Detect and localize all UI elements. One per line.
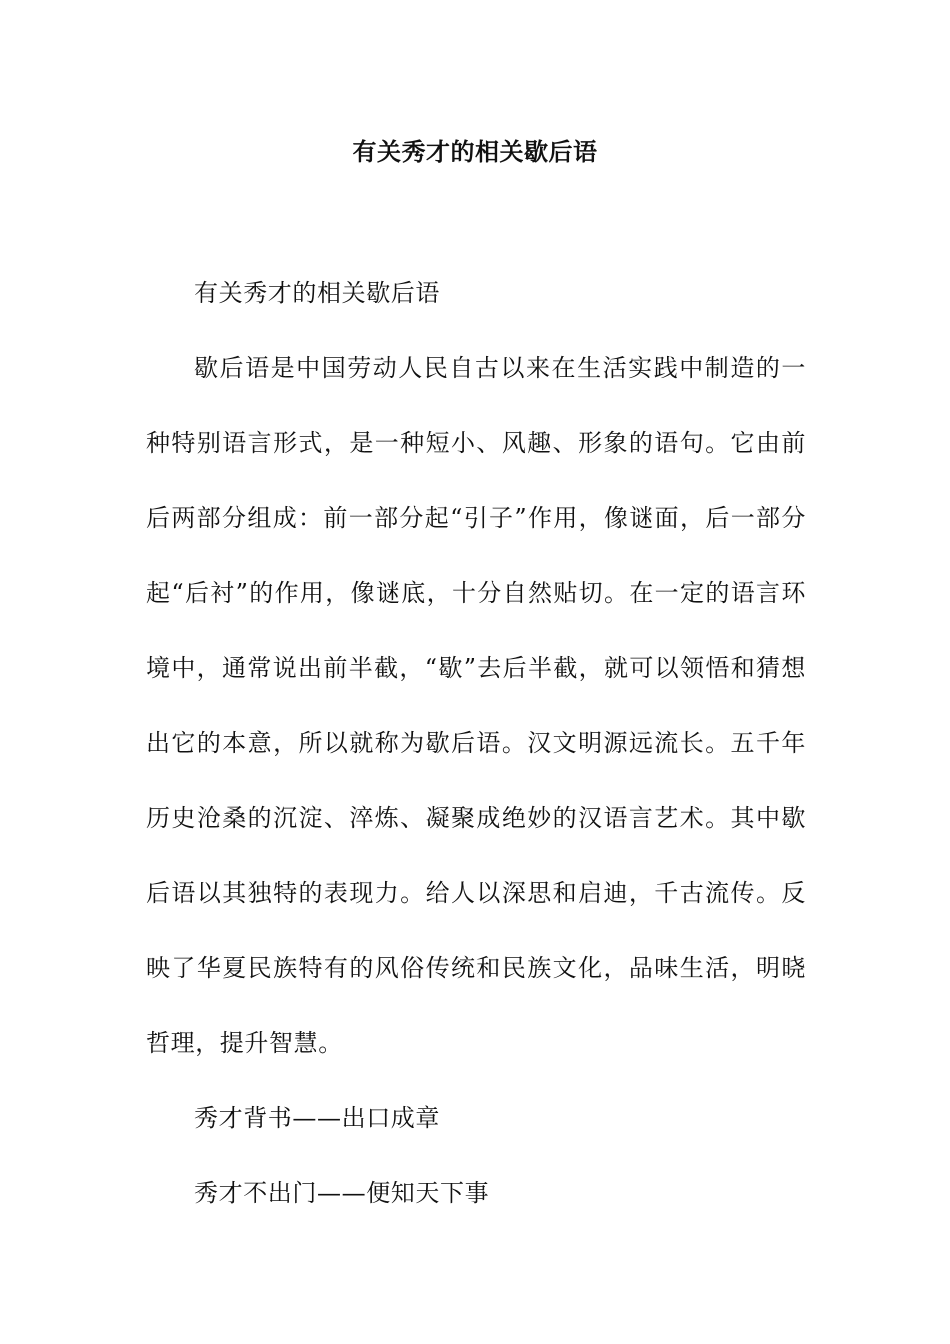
document-body	[146, 256, 806, 1231]
document-title: 有关秀才的相关歇后语	[352, 137, 598, 166]
paragraph-heading: 有关秀才的相关歇后语	[194, 279, 440, 307]
proverb-item: 秀才背书——出口成章	[194, 1104, 440, 1132]
paragraph-intro: 歇后语是中国劳动人民自古以来在生活实践中制造的一种特别语言形式，是一种短小、风趣、形象的语句。它由前后两部分组成：前一部分起“引子”作用，像谜面，后一部分起“后衬”的作用，像谜底，十分自然贴切。在一定的语言环境中，通常说出前半截，“歇”去后半截，就可以领悟和猜想出它的本意，所以就称为歇后语。汉文明源远流长。五千年历史沧桑的沉淀、淬炼、凝聚成绝妙的汉语言艺术。其中歇后语以其独特的表现力。给人以深思和启迪，千古流传。反映了华夏民族特有的风俗传统和民族文化，品味生活，明晓哲理，提升智慧。	[146, 354, 806, 1057]
proverb-item: 秀才不出门——便知天下事	[194, 1179, 490, 1207]
